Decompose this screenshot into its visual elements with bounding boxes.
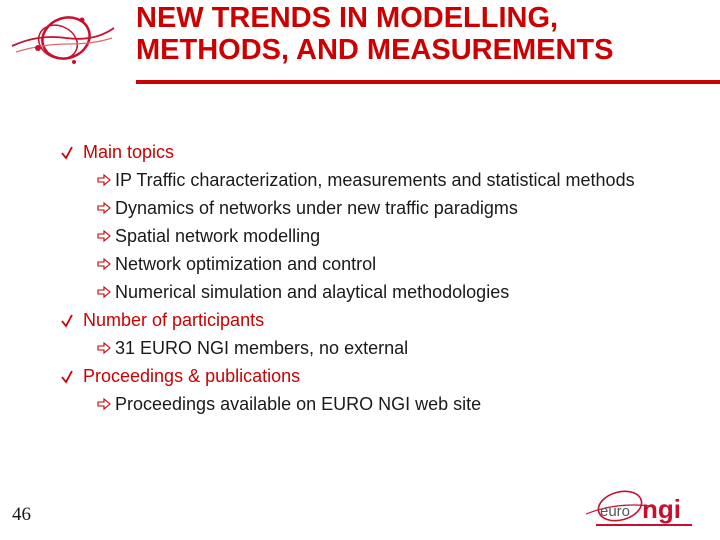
list-item-text: Proceedings available on EURO NGI web site	[115, 394, 482, 414]
page-title	[136, 2, 706, 66]
list-item	[60, 168, 635, 192]
section-heading-main-topics	[60, 140, 635, 164]
title-line-1: NEW TRENDS IN MODELLING,	[136, 2, 559, 34]
hollow-arrow-icon	[97, 258, 111, 270]
hollow-arrow-icon	[97, 202, 111, 214]
euro-ngi-swirl-logo-icon	[8, 4, 118, 74]
section-heading-text: Number of participants	[83, 310, 265, 330]
logo-text-ngi: ngi	[642, 494, 681, 524]
section-heading-text: Proceedings & publications	[83, 366, 301, 386]
list-item-text: IP Traffic characterization, measurements and statistical methods	[115, 170, 635, 190]
page-number: 46	[12, 504, 31, 525]
hollow-arrow-icon	[97, 174, 111, 186]
list-item	[60, 336, 635, 360]
section-heading-proceedings	[60, 364, 635, 388]
list-item	[60, 252, 635, 276]
hollow-arrow-icon	[97, 342, 111, 354]
hollow-arrow-icon	[97, 286, 111, 298]
list-item	[60, 196, 635, 220]
euro-ngi-logo	[580, 484, 710, 534]
checkmark-icon	[60, 308, 74, 332]
list-item-text: Spatial network modelling	[115, 226, 321, 246]
section-heading-participants	[60, 308, 635, 332]
list-item-text: Dynamics of networks under new traffic paradigms	[115, 198, 518, 218]
list-item-text: Numerical simulation and alaytical methodologies	[115, 282, 510, 302]
list-item-text: 31 EURO NGI members, no external	[115, 338, 409, 358]
list-item	[60, 392, 635, 416]
list-item	[60, 280, 635, 304]
title-line-2: METHODS, AND MEASUREMENTS	[136, 34, 614, 66]
logo-text-euro: euro	[600, 503, 631, 520]
title-divider	[136, 80, 720, 84]
bullet-list	[60, 140, 635, 416]
hollow-arrow-icon	[97, 398, 111, 410]
checkmark-icon	[60, 140, 74, 164]
section-heading-text: Main topics	[83, 142, 175, 162]
list-item-text: Network optimization and control	[115, 254, 377, 274]
hollow-arrow-icon	[97, 230, 111, 242]
list-item	[60, 224, 635, 248]
checkmark-icon	[60, 364, 74, 388]
